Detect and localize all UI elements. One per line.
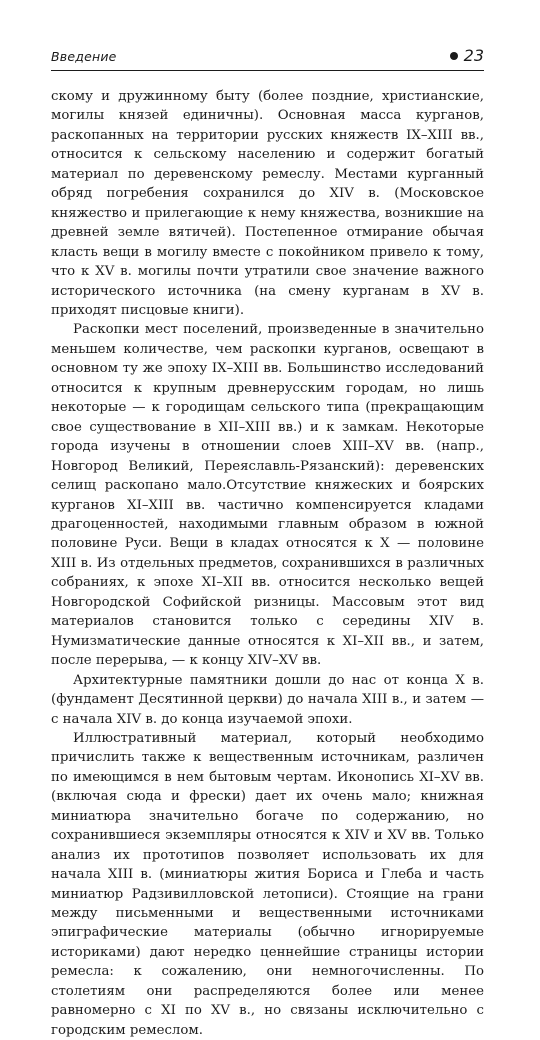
paragraph-continued: скому и дружинному быту (более поздние, христианские, могилы князей единичны). Основная масса курганов, раскопанных на территории русских княжеств IX–XIII вв., относится к сельскому населению и содержит богатый материал по деревенскому ремеслу. Местами курганный обряд погребения сохранился до XIV в. (Московское княжество и прилегающие к нему княжества, возникшие на древней земле вятичей). Постепенное отмирание обычая класть вещи в могилу вместе с покойником привело к тому, что к XV в. могилы почти утратили свое значение важного исторического источника (на смену курганам в XV в. приходят писцовые книги). — [51, 89, 484, 318]
page-number: 23 — [463, 46, 484, 65]
page-number-group — [450, 46, 484, 65]
paragraph-illustrative: Иллюстративный материал, который необходимо причислить также к вещественным источникам, различен по имеющимся в нем бытовым чертам. Иконопись XI–XV вв. (включая сюда и фрески) дает их очень мало; книжная миниатюра значительно богаче по содержанию, но сохранившиеся экземпляры относятся к XIV и XV вв. Только анализ их прототипов позволяет использовать их для начала XIII в. (миниатюры жития Бориса и Глеба и часть миниатюр Радзивилловской летописи). Стоящие на грани между письменными и вещественными источниками эпиграфические материалы (обычно игнорируемые историками) дают нередко ценнейшие страницы истории ремесла: к сожалению, они немногочисленны. По столетиям они распределяются более или менее равномерно с XI по XV в., но связаны исключительно с городским ремеслом. — [51, 730, 484, 1038]
running-head — [51, 46, 484, 69]
body-text — [51, 87, 484, 1040]
bullet-icon — [450, 52, 458, 60]
paragraph-architecture: Архитектурные памятники дошли до нас от конца X в. (фундамент Десятинной церкви) до начала XIII в., и затем — с начала XIV в. до конца изучаемой эпохи. — [51, 672, 484, 727]
header-rule — [51, 70, 484, 71]
paragraph-excavations: Раскопки мест поселений, произведенные в значительно меньшем количестве, чем раскопки курганов, освещают в основном ту же эпоху IX–XIII вв. Большинство исследований относится к крупным древнерусским городам, но лишь некоторые — к городищам сельского типа (прекращающим свое существование в XII–XIII вв.) и к замкам. Некоторые города изучены в отношении слоев XIII–XV вв. (напр., Новгород Великий, Переяславль-Рязанский): деревенских селищ раскопано мало.Отсутствие княжеских и боярских курганов XI–XIII вв. частично компенсируется кладами драгоценностей, находимыми главным образом в южной половине Руси. Вещи в кладах относятся к X — половине XIII в. Из отдельных предметов, сохранившихся в различных собраниях, к эпохе XI–XII вв. относится несколько вещей Новгородской Софийской ризницы. Массовым этот вид материалов становится только с середины XIV в. Нумизматические данные относятся к XI–XII вв., и затем, после перерыва, — к концу XIV–XV вв. — [51, 322, 484, 669]
section-title: Введение — [51, 49, 117, 64]
